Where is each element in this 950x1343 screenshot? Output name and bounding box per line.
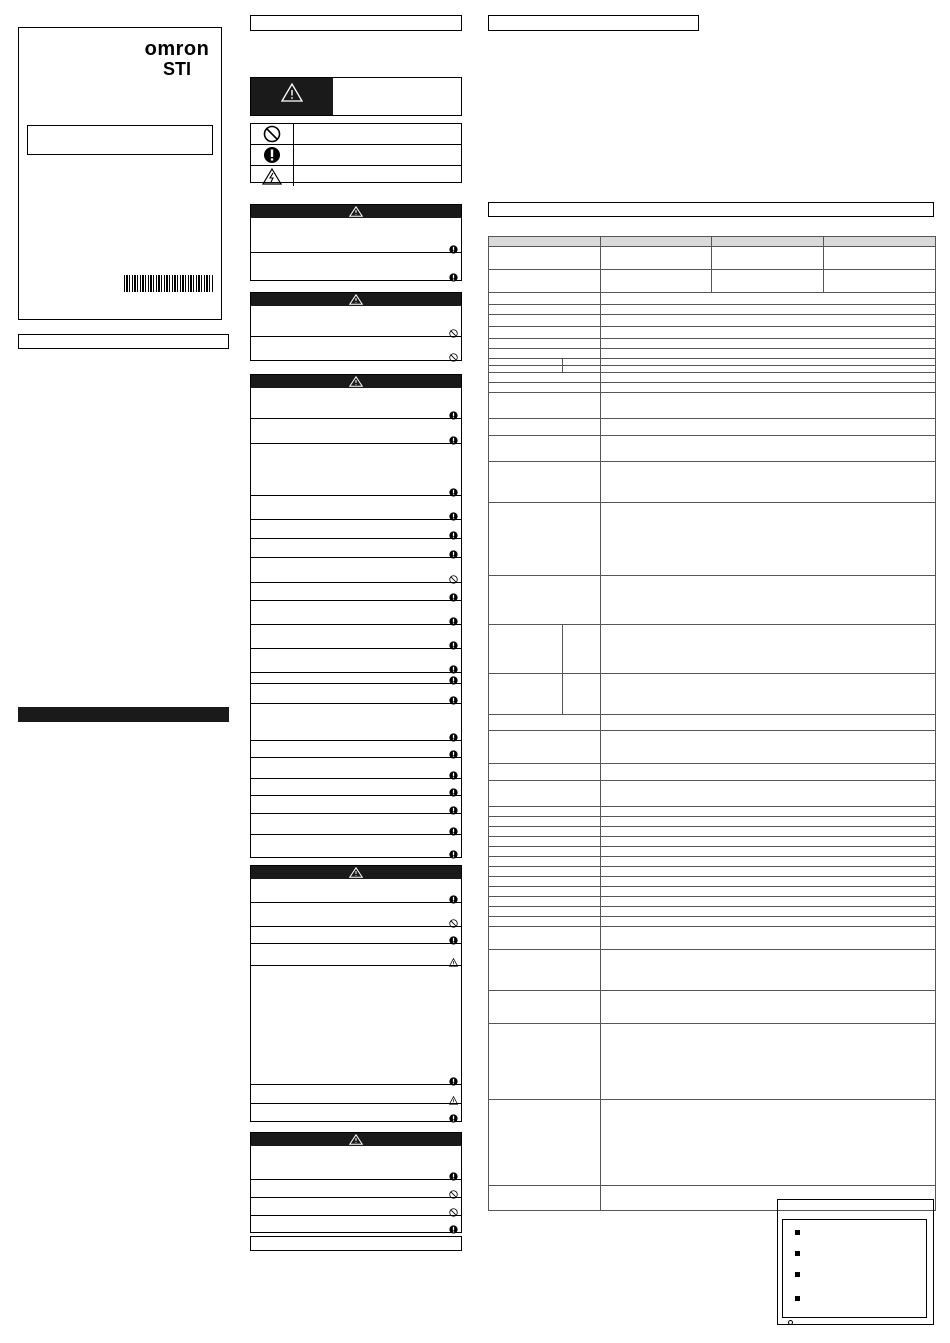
table-row: [489, 1100, 936, 1186]
table-cell: [824, 237, 936, 247]
table-cell: [601, 293, 936, 305]
table-cell: [601, 731, 936, 764]
warning-triangle-icon: [449, 1092, 458, 1101]
warning-item: [251, 538, 461, 557]
mandatory-action-icon: [449, 672, 458, 681]
table-cell: [601, 419, 936, 436]
warning-item: [251, 582, 461, 600]
warning-item: [251, 703, 461, 740]
warning-section: [250, 865, 462, 1122]
mandatory-action-icon: [449, 1221, 458, 1230]
table-cell: [824, 270, 936, 293]
table-cell: [489, 393, 601, 419]
table-cell: [601, 674, 936, 715]
warning-section-header: [251, 293, 461, 306]
table-row: [489, 373, 936, 383]
table-cell: [489, 339, 601, 349]
table-row: [489, 807, 936, 817]
warning-item: [251, 388, 461, 418]
table-row: [489, 731, 936, 764]
table-row: [489, 857, 936, 867]
warning-item: [251, 557, 461, 582]
warning-triangle-icon: [349, 867, 363, 878]
table-cell: [489, 1100, 601, 1186]
brand-logo: [137, 39, 217, 78]
warning-item: [251, 1103, 461, 1121]
table-cell: [601, 847, 936, 857]
table-cell: [601, 907, 936, 917]
table-cell: [601, 817, 936, 827]
note-bullet: [795, 1272, 800, 1277]
table-cell: [489, 305, 601, 315]
warning-item: [251, 1084, 461, 1103]
warning-item: [251, 495, 461, 519]
mandatory-action-icon: [449, 746, 458, 755]
warning-section: [250, 204, 462, 281]
mandatory-action-icon: [449, 637, 458, 646]
table-row: [489, 625, 936, 674]
table-row: [489, 867, 936, 877]
warning-item: [251, 218, 461, 252]
table-row: [489, 927, 936, 950]
warning-section: [250, 374, 462, 858]
table-row: [489, 419, 936, 436]
table-cell: [601, 1100, 936, 1186]
table-cell: [601, 393, 936, 419]
table-cell: [489, 887, 601, 897]
table-row: [489, 339, 936, 349]
warning-item: [251, 519, 461, 538]
table-cell: [489, 1024, 601, 1100]
bottom-note-box: [250, 1236, 462, 1251]
warning-section: [250, 292, 462, 361]
table-row: [489, 315, 936, 327]
table-row: [489, 349, 936, 359]
table-cell: [601, 349, 936, 359]
mandatory-action-icon: [449, 846, 458, 855]
table-row: [489, 877, 936, 887]
table-cell: [601, 887, 936, 897]
table-cell: [601, 383, 936, 393]
warning-item: [251, 443, 461, 495]
note-bullet: [795, 1230, 800, 1235]
table-row: [489, 887, 936, 897]
warning-item: [251, 252, 461, 280]
prohibition-icon: [449, 325, 458, 334]
warning-section-header: [251, 375, 461, 388]
warning-item: [251, 418, 461, 443]
table-cell: [489, 731, 601, 764]
table-cell: [489, 991, 601, 1024]
mandatory-action-icon: [449, 269, 458, 278]
table-cell: [601, 917, 936, 927]
table-row: [489, 715, 936, 731]
mandatory-action-icon: [449, 692, 458, 701]
table-row: [489, 293, 936, 305]
table-cell: [489, 625, 563, 674]
table-cell: [601, 503, 936, 576]
table-cell: [563, 359, 601, 366]
warning-item: [251, 757, 461, 778]
table-cell: [601, 764, 936, 781]
table-row: [489, 393, 936, 419]
mandatory-action-icon: [449, 527, 458, 536]
warning-item: [251, 648, 461, 672]
table-cell: [489, 436, 601, 462]
warning-triangle-icon: [449, 954, 458, 963]
table-cell: [601, 359, 936, 366]
table-cell: [601, 877, 936, 887]
warning-section-header: [251, 866, 461, 879]
table-cell: [563, 366, 601, 373]
warning-item: [251, 336, 461, 360]
table-cell: [601, 315, 936, 327]
table-cell: [489, 419, 601, 436]
table-row: [489, 837, 936, 847]
mandatory-action-icon: [449, 661, 458, 670]
table-row: [489, 503, 936, 576]
prohibition-icon: [449, 1204, 458, 1213]
table-cell: [489, 247, 601, 270]
note-bullet: [795, 1296, 800, 1301]
warning-item: [251, 740, 461, 757]
table-cell: [489, 764, 601, 781]
table-cell: [601, 366, 936, 373]
table-cell: [712, 247, 824, 270]
table-cell: [489, 927, 601, 950]
table-cell: [601, 807, 936, 817]
table-cell: [489, 950, 601, 991]
table-row: [489, 270, 936, 293]
warning-triangle-icon: [349, 376, 363, 387]
warning-item: [251, 834, 461, 857]
table-row: [489, 247, 936, 270]
table-cell: [489, 917, 601, 927]
warning-section-header: [251, 1133, 461, 1146]
mandatory-action-icon: [449, 1073, 458, 1082]
table-cell: [601, 781, 936, 807]
table-row: [489, 827, 936, 837]
table-row: [489, 897, 936, 907]
warning-item: [251, 672, 461, 683]
table-cell: [489, 674, 563, 715]
notes-box: [777, 1199, 934, 1325]
warning-triangle-icon: [349, 294, 363, 305]
table-cell: [489, 847, 601, 857]
table-cell: [489, 237, 601, 247]
warning-item: [251, 600, 461, 624]
warning-triangle-icon: [349, 206, 363, 217]
table-row: [489, 817, 936, 827]
mandatory-action-icon: [449, 613, 458, 622]
table-cell: [489, 359, 563, 366]
table-cell: [824, 247, 936, 270]
warning-item: [251, 965, 461, 1084]
table-cell: [489, 715, 601, 731]
warning-triangle-icon: [349, 1134, 363, 1145]
brand-sub-mark: STI: [162, 59, 191, 79]
specifications-table: [488, 236, 935, 1211]
table-cell: [712, 237, 824, 247]
warning-item: [251, 778, 461, 795]
table-row: [489, 781, 936, 807]
table-cell: [601, 950, 936, 991]
table-cell: [601, 436, 936, 462]
table-cell: [489, 576, 601, 625]
mandatory-action-icon: [449, 508, 458, 517]
table-cell: [601, 827, 936, 837]
table-row: [489, 991, 936, 1024]
table-cell: [563, 625, 601, 674]
table-cell: [489, 907, 601, 917]
table-cell: [563, 674, 601, 715]
table-cell: [489, 857, 601, 867]
table-cell: [489, 867, 601, 877]
table-cell: [601, 1024, 936, 1100]
overview-heading-box: [488, 15, 699, 31]
table-row: [489, 847, 936, 857]
prohibition-icon: [449, 915, 458, 924]
table-row: [489, 917, 936, 927]
section-heading-box: [18, 334, 229, 349]
table-cell: [489, 503, 601, 576]
mandatory-action-icon: [449, 589, 458, 598]
warning-item: [251, 624, 461, 648]
table-cell: [712, 270, 824, 293]
table-cell: [601, 237, 712, 247]
warning-section: [250, 1132, 462, 1233]
warning-item: [251, 879, 461, 902]
table-row: [489, 366, 936, 373]
table-cell: [601, 327, 936, 339]
table-row: [489, 674, 936, 715]
spec-table: [488, 236, 936, 1211]
mandatory-action-icon: [449, 802, 458, 811]
warning-section-header: [251, 205, 461, 218]
mandatory-action-icon: [449, 767, 458, 776]
warning-item: [251, 926, 461, 943]
table-row: [489, 764, 936, 781]
table-row: [489, 327, 936, 339]
table-row: [489, 462, 936, 503]
notes-inner-box: [782, 1219, 927, 1318]
mandatory-action-icon: [449, 784, 458, 793]
mandatory-action-icon: [449, 407, 458, 416]
table-row: [489, 576, 936, 625]
table-row: [489, 907, 936, 917]
table-cell: [601, 247, 712, 270]
table-cell: [601, 576, 936, 625]
table-cell: [489, 1186, 601, 1211]
table-cell: [601, 991, 936, 1024]
table-cell: [601, 867, 936, 877]
table-cell: [489, 781, 601, 807]
cover-panel: [18, 27, 222, 320]
table-row: [489, 950, 936, 991]
table-cell: [601, 339, 936, 349]
table-cell: [489, 366, 563, 373]
mandatory-action-icon: [449, 241, 458, 250]
table-cell: [489, 827, 601, 837]
table-cell: [489, 817, 601, 827]
table-cell: [489, 270, 601, 293]
table-cell: [489, 807, 601, 817]
warning-sections-column: [250, 0, 462, 1343]
table-cell: [489, 897, 601, 907]
table-cell: [489, 373, 601, 383]
warning-item: [251, 683, 461, 703]
table-row: [489, 383, 936, 393]
table-cell: [601, 897, 936, 907]
table-cell: [601, 462, 936, 503]
table-cell: [601, 373, 936, 383]
note-bullet: [795, 1251, 800, 1256]
prohibition-icon: [449, 571, 458, 580]
table-row: [489, 237, 936, 247]
table-cell: [489, 383, 601, 393]
warning-item: [251, 1146, 461, 1179]
brand-wordmark: omron: [144, 38, 210, 60]
warning-item: [251, 795, 461, 813]
table-cell: [489, 462, 601, 503]
table-cell: [601, 715, 936, 731]
table-cell: [489, 349, 601, 359]
warning-item: [251, 902, 461, 926]
warning-item: [251, 1197, 461, 1215]
mandatory-action-icon: [449, 546, 458, 555]
table-cell: [601, 857, 936, 867]
table-cell: [601, 837, 936, 847]
mandatory-action-icon: [449, 891, 458, 900]
table-row: [489, 305, 936, 315]
mandatory-action-icon: [449, 823, 458, 832]
warning-item: [251, 1179, 461, 1197]
warning-item: [251, 943, 461, 965]
mandatory-action-icon: [449, 1110, 458, 1119]
warning-item: [251, 306, 461, 336]
table-cell: [601, 927, 936, 950]
product-title-box: [27, 125, 213, 155]
section-heading-bar: [18, 707, 229, 722]
table-cell: [601, 305, 936, 315]
barcode-image: [124, 275, 214, 292]
hole-marker: [788, 1320, 793, 1325]
table-cell: [489, 315, 601, 327]
table-cell: [601, 270, 712, 293]
mandatory-action-icon: [449, 932, 458, 941]
table-cell: [489, 327, 601, 339]
table-cell: [489, 877, 601, 887]
table-row: [489, 359, 936, 366]
table-cell: [489, 293, 601, 305]
warning-item: [251, 813, 461, 834]
mandatory-action-icon: [449, 729, 458, 738]
table-cell: [489, 837, 601, 847]
warning-item: [251, 1215, 461, 1232]
mandatory-action-icon: [449, 432, 458, 441]
table-row: [489, 1024, 936, 1100]
table-cell: [601, 625, 936, 674]
table-row: [489, 436, 936, 462]
prohibition-icon: [449, 349, 458, 358]
mandatory-action-icon: [449, 1168, 458, 1177]
prohibition-icon: [449, 1186, 458, 1195]
specifications-heading-box: [488, 202, 934, 217]
mandatory-action-icon: [449, 484, 458, 493]
